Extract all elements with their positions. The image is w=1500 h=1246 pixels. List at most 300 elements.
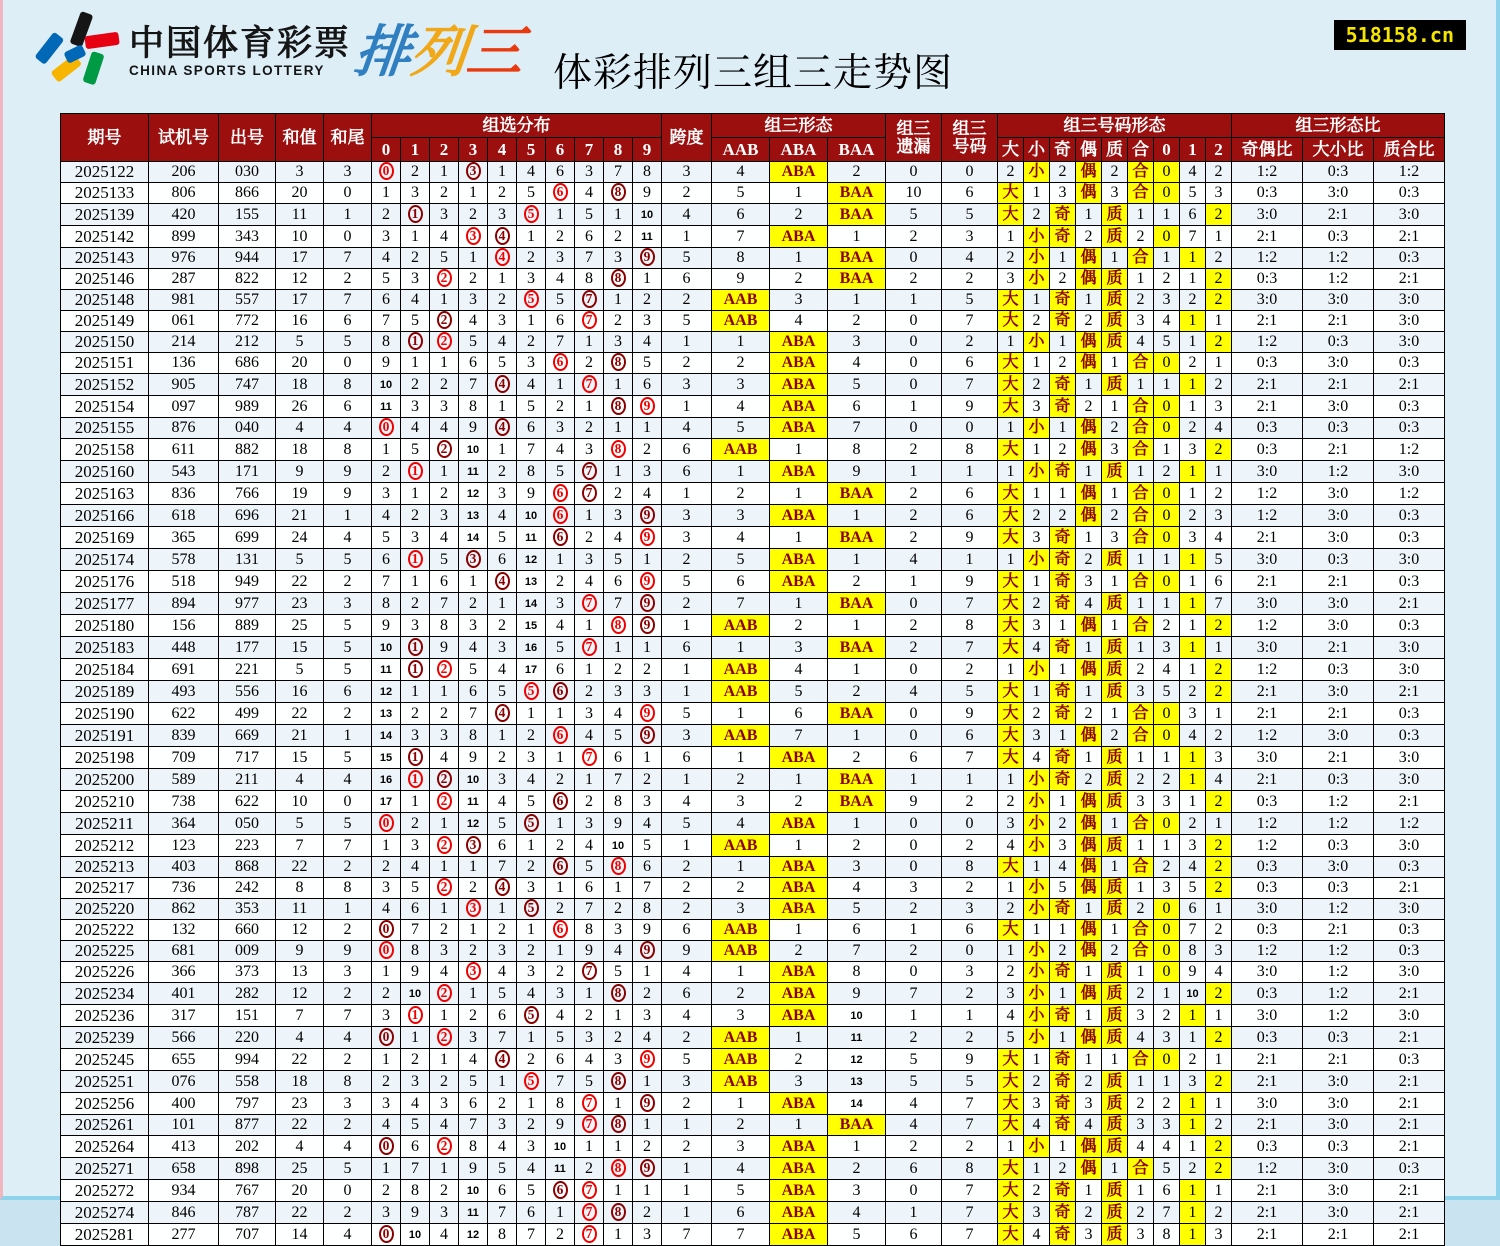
code-cell: 8 xyxy=(942,1158,998,1180)
shape-cell: 5 xyxy=(1206,549,1232,571)
drawn-digit-circle: 1 xyxy=(408,660,423,678)
distribution-cell: 1 xyxy=(517,1027,546,1049)
draw-number-cell: 557 xyxy=(219,290,276,311)
period-cell: 2025213 xyxy=(61,857,149,878)
form-cell: 2 xyxy=(828,1158,886,1180)
distribution-cell xyxy=(401,204,430,226)
code-cell: 6 xyxy=(942,353,998,374)
form-cell: 13 xyxy=(828,1071,886,1093)
distribution-cell: 3 xyxy=(372,1005,401,1027)
distribution-cell: 3 xyxy=(430,396,459,418)
distribution-cell xyxy=(546,920,575,941)
shape-cell: 3 xyxy=(1154,290,1180,311)
period-cell: 2025251 xyxy=(61,1071,149,1093)
form-cell: 9 xyxy=(828,461,886,483)
code-cell: 7 xyxy=(942,311,998,332)
form-cell: ABA xyxy=(770,813,828,835)
ratio-cell: 1:2 xyxy=(1232,162,1303,183)
miss-cell: 5 xyxy=(886,204,942,226)
drawn-digit-circle: 3 xyxy=(466,962,481,980)
shape-cell: 1 xyxy=(1102,703,1128,725)
form-cell: AAB xyxy=(712,725,770,747)
shape-cell: 0 xyxy=(1154,183,1180,204)
distribution-cell: 5 xyxy=(546,290,575,311)
shape-cell: 小 xyxy=(1024,269,1050,290)
form-cell: 1 xyxy=(712,332,770,353)
shape-cell: 3 xyxy=(1050,835,1076,857)
distribution-cell: 1 xyxy=(604,1136,633,1158)
table-row xyxy=(61,1027,1445,1049)
shape-cell: 大 xyxy=(998,1224,1024,1246)
distribution-cell: 1 xyxy=(575,983,604,1005)
distribution-cell: 2 xyxy=(604,1027,633,1049)
distribution-cell xyxy=(517,204,546,226)
shape-cell: 1 xyxy=(1076,637,1102,659)
drawn-digit-circle: 2 xyxy=(437,311,452,329)
col-header: 1 xyxy=(401,138,430,162)
drawn-digit-circle: 7 xyxy=(582,1225,597,1243)
test-number-cell: 364 xyxy=(149,813,219,835)
distribution-cell xyxy=(633,703,662,725)
table-row xyxy=(61,725,1445,747)
miss-cell: 0 xyxy=(886,1180,942,1202)
form-cell: BAA xyxy=(828,1115,886,1136)
shape-cell: 1 xyxy=(1128,204,1154,226)
table-row xyxy=(61,835,1445,857)
shape-cell: 3 xyxy=(1206,183,1232,204)
form-cell: ABA xyxy=(770,1224,828,1246)
span-cell: 3 xyxy=(662,1071,712,1093)
distribution-cell: 6 xyxy=(517,418,546,439)
ratio-cell: 0:3 xyxy=(1303,1027,1374,1049)
form-cell: ABA xyxy=(770,1158,828,1180)
ratio-cell: 3:0 xyxy=(1374,962,1445,983)
drawn-digit-circle: 5 xyxy=(524,682,539,700)
col-header: ABA xyxy=(770,138,828,162)
form-cell: 1 xyxy=(770,1115,828,1136)
drawn-digit-circle: 9 xyxy=(640,1159,655,1177)
form-cell: 4 xyxy=(828,878,886,899)
form-cell: 8 xyxy=(828,439,886,461)
ratio-cell: 3:0 xyxy=(1303,1093,1374,1115)
shape-cell: 2 xyxy=(1024,703,1050,725)
distribution-cell xyxy=(430,332,459,353)
distribution-cell: 7 xyxy=(546,1071,575,1093)
distribution-cell xyxy=(401,747,430,769)
distribution-cell: 3 xyxy=(633,1224,662,1246)
ratio-cell: 0:3 xyxy=(1374,248,1445,269)
miss-cell: 4 xyxy=(886,1093,942,1115)
shape-cell: 1 xyxy=(1206,311,1232,332)
shape-cell: 1 xyxy=(1076,681,1102,703)
form-cell: ABA xyxy=(770,461,828,483)
form-cell: AAB xyxy=(712,1027,770,1049)
distribution-cell: 9 xyxy=(401,1202,430,1224)
miss-cell: 2 xyxy=(886,899,942,920)
distribution-cell: 3 xyxy=(430,505,459,527)
shape-cell: 2 xyxy=(1076,703,1102,725)
shape-cell: 质 xyxy=(1102,1224,1128,1246)
distribution-cell: 3 xyxy=(401,725,430,747)
distribution-cell: 4 xyxy=(604,941,633,962)
shape-cell: 1 xyxy=(1128,593,1154,615)
form-cell: 1 xyxy=(770,183,828,204)
sum-cell: 22 xyxy=(276,1115,324,1136)
code-cell: 1 xyxy=(942,549,998,571)
distribution-cell: 4 xyxy=(430,747,459,769)
draw-number-cell: 949 xyxy=(219,571,276,593)
shape-cell: 大 xyxy=(998,1115,1024,1136)
shape-cell: 1 xyxy=(1102,396,1128,418)
shape-cell: 4 xyxy=(998,835,1024,857)
shape-cell: 偶 xyxy=(1076,162,1102,183)
distribution-cell: 14 xyxy=(372,725,401,747)
shape-cell: 1 xyxy=(1102,483,1128,505)
shape-cell: 奇 xyxy=(1050,1180,1076,1202)
distribution-cell: 6 xyxy=(401,899,430,920)
period-cell: 2025177 xyxy=(61,593,149,615)
shape-cell: 2 xyxy=(1128,899,1154,920)
draw-number-cell: 686 xyxy=(219,353,276,374)
shape-cell: 1 xyxy=(1102,857,1128,878)
ratio-cell: 3:0 xyxy=(1303,725,1374,747)
shape-cell: 3 xyxy=(1076,571,1102,593)
draw-number-cell: 889 xyxy=(219,615,276,637)
shape-cell: 1 xyxy=(1180,248,1206,269)
distribution-cell xyxy=(430,659,459,681)
code-cell: 7 xyxy=(942,1115,998,1136)
form-cell: 2 xyxy=(770,1049,828,1071)
form-cell: 8 xyxy=(828,962,886,983)
distribution-cell: 12 xyxy=(372,681,401,703)
miss-cell: 0 xyxy=(886,374,942,396)
distribution-cell: 11 xyxy=(546,1158,575,1180)
span-cell: 3 xyxy=(662,505,712,527)
period-cell: 2025183 xyxy=(61,637,149,659)
distribution-cell: 11 xyxy=(372,396,401,418)
shape-cell: 2 xyxy=(1206,162,1232,183)
shape-cell: 1 xyxy=(1180,311,1206,332)
distribution-cell: 3 xyxy=(488,483,517,505)
drawn-digit-circle: 1 xyxy=(408,1006,423,1024)
period-cell: 2025189 xyxy=(61,681,149,703)
ratio-cell: 2:1 xyxy=(1374,269,1445,290)
shape-cell: 4 xyxy=(1024,1224,1050,1246)
distribution-cell: 1 xyxy=(575,769,604,791)
period-cell: 2025160 xyxy=(61,461,149,483)
form-cell: 5 xyxy=(828,374,886,396)
ratio-cell: 0:3 xyxy=(1374,725,1445,747)
period-cell: 2025139 xyxy=(61,204,149,226)
shape-cell: 2 xyxy=(1206,920,1232,941)
shape-cell: 小 xyxy=(1024,418,1050,439)
table-row xyxy=(61,1093,1445,1115)
shape-cell: 2 xyxy=(1206,878,1232,899)
sum-tail-cell: 2 xyxy=(324,269,372,290)
miss-cell: 0 xyxy=(886,725,942,747)
sum-cell: 20 xyxy=(276,1180,324,1202)
ratio-cell: 2:1 xyxy=(1374,878,1445,899)
shape-cell: 3 xyxy=(1024,527,1050,549)
miss-cell: 0 xyxy=(886,332,942,353)
distribution-cell: 5 xyxy=(488,527,517,549)
shape-cell: 2 xyxy=(1154,1005,1180,1027)
shape-cell: 大 xyxy=(998,1158,1024,1180)
sum-cell: 5 xyxy=(276,813,324,835)
shape-cell: 4 xyxy=(1180,725,1206,747)
code-cell: 5 xyxy=(942,290,998,311)
distribution-cell: 9 xyxy=(604,813,633,835)
shape-cell: 1 xyxy=(1128,374,1154,396)
miss-cell: 6 xyxy=(886,1224,942,1246)
ratio-cell: 2:1 xyxy=(1374,1027,1445,1049)
period-cell: 2025180 xyxy=(61,615,149,637)
draw-number-cell: 221 xyxy=(219,659,276,681)
sum-cell: 15 xyxy=(276,747,324,769)
ratio-cell: 0:3 xyxy=(1374,1049,1445,1071)
shape-cell: 合 xyxy=(1128,615,1154,637)
code-cell: 7 xyxy=(942,374,998,396)
shape-cell: 1 xyxy=(1180,791,1206,813)
ratio-cell: 0:3 xyxy=(1374,505,1445,527)
distribution-cell: 2 xyxy=(546,899,575,920)
form-cell: 1 xyxy=(828,615,886,637)
code-cell: 4 xyxy=(942,248,998,269)
distribution-cell: 1 xyxy=(459,857,488,878)
drawn-digit-circle: 6 xyxy=(553,1181,568,1199)
shape-cell: 3 xyxy=(1076,1093,1102,1115)
drawn-digit-circle: 0 xyxy=(379,1028,394,1046)
miss-cell: 10 xyxy=(886,183,942,204)
code-cell: 2 xyxy=(942,835,998,857)
shape-cell: 2 xyxy=(1050,269,1076,290)
miss-cell: 1 xyxy=(886,396,942,418)
sum-cell: 10 xyxy=(276,226,324,248)
distribution-cell xyxy=(517,1005,546,1027)
code-cell: 8 xyxy=(942,857,998,878)
span-cell: 7 xyxy=(662,1224,712,1246)
distribution-cell xyxy=(401,659,430,681)
shape-cell: 偶 xyxy=(1076,835,1102,857)
distribution-cell xyxy=(546,857,575,878)
miss-cell: 0 xyxy=(886,659,942,681)
code-cell: 2 xyxy=(942,269,998,290)
distribution-cell: 1 xyxy=(517,311,546,332)
shape-cell: 偶 xyxy=(1076,615,1102,637)
sum-cell: 11 xyxy=(276,204,324,226)
ratio-cell: 2:1 xyxy=(1303,920,1374,941)
drawn-digit-circle: 8 xyxy=(611,1159,626,1177)
distribution-cell xyxy=(575,1115,604,1136)
ratio-cell: 1:2 xyxy=(1303,941,1374,962)
drawn-digit-circle: 4 xyxy=(495,878,510,896)
form-cell: BAA xyxy=(828,791,886,813)
distribution-cell: 10 xyxy=(401,1224,430,1246)
ratio-cell: 3:0 xyxy=(1374,637,1445,659)
form-cell: 3 xyxy=(770,637,828,659)
sum-tail-cell: 3 xyxy=(324,962,372,983)
shape-cell: 2 xyxy=(1076,1071,1102,1093)
shape-cell: 2 xyxy=(1206,204,1232,226)
distribution-cell: 11 xyxy=(517,527,546,549)
sum-cell: 22 xyxy=(276,1049,324,1071)
distribution-cell: 6 xyxy=(546,311,575,332)
distribution-cell: 7 xyxy=(633,878,662,899)
distribution-cell: 5 xyxy=(401,439,430,461)
shape-cell: 1 xyxy=(1180,1093,1206,1115)
drawn-digit-circle: 1 xyxy=(408,205,423,223)
distribution-cell: 14 xyxy=(459,527,488,549)
table-row xyxy=(61,637,1445,659)
test-number-cell: 156 xyxy=(149,615,219,637)
distribution-cell: 3 xyxy=(546,983,575,1005)
distribution-cell: 4 xyxy=(430,226,459,248)
distribution-cell: 2 xyxy=(575,1005,604,1027)
drawn-digit-circle: 1 xyxy=(408,770,423,788)
ratio-cell: 1:2 xyxy=(1303,791,1374,813)
form-cell: 1 xyxy=(770,593,828,615)
shape-cell: 1 xyxy=(998,1136,1024,1158)
distribution-cell: 4 xyxy=(488,505,517,527)
draw-number-cell: 707 xyxy=(219,1224,276,1246)
table-row xyxy=(61,769,1445,791)
shape-cell: 2 xyxy=(1076,549,1102,571)
table-header xyxy=(61,114,1445,162)
table-row xyxy=(61,813,1445,835)
distribution-cell xyxy=(401,549,430,571)
distribution-cell xyxy=(604,857,633,878)
drawn-digit-circle: 0 xyxy=(379,418,394,436)
col-header: 组三 遗漏 xyxy=(886,114,942,162)
test-number-cell: 899 xyxy=(149,226,219,248)
distribution-cell xyxy=(604,1158,633,1180)
distribution-cell: 4 xyxy=(430,1224,459,1246)
distribution-cell: 1 xyxy=(488,899,517,920)
shape-cell: 1 xyxy=(1024,183,1050,204)
sum-tail-cell: 7 xyxy=(324,290,372,311)
form-cell: AAB xyxy=(712,311,770,332)
distribution-cell: 6 xyxy=(488,1180,517,1202)
draw-number-cell: 151 xyxy=(219,1005,276,1027)
shape-cell: 偶 xyxy=(1076,725,1102,747)
drawn-digit-circle: 8 xyxy=(611,269,626,287)
code-cell: 9 xyxy=(942,571,998,593)
shape-cell: 3 xyxy=(1024,396,1050,418)
span-cell: 4 xyxy=(662,962,712,983)
distribution-cell: 3 xyxy=(517,269,546,290)
distribution-cell: 4 xyxy=(575,183,604,204)
sum-cell: 20 xyxy=(276,353,324,374)
shape-cell: 2 xyxy=(1154,461,1180,483)
shape-cell: 2 xyxy=(1180,1049,1206,1071)
table-row xyxy=(61,527,1445,549)
col-header: 出号 xyxy=(219,114,276,162)
shape-cell: 奇 xyxy=(1050,527,1076,549)
distribution-cell: 1 xyxy=(401,353,430,374)
span-cell: 2 xyxy=(662,899,712,920)
sum-tail-cell: 9 xyxy=(324,483,372,505)
miss-cell: 2 xyxy=(886,615,942,637)
shape-cell: 1 xyxy=(1154,835,1180,857)
distribution-cell xyxy=(430,439,459,461)
table-row xyxy=(61,269,1445,290)
ratio-cell: 2:1 xyxy=(1303,571,1374,593)
shape-cell: 2 xyxy=(1206,374,1232,396)
shape-cell: 合 xyxy=(1128,483,1154,505)
sum-cell: 8 xyxy=(276,878,324,899)
ratio-cell: 3:0 xyxy=(1232,747,1303,769)
distribution-cell: 1 xyxy=(488,162,517,183)
table-row xyxy=(61,681,1445,703)
period-cell: 2025220 xyxy=(61,899,149,920)
distribution-cell: 2 xyxy=(633,439,662,461)
shape-cell: 2 xyxy=(1206,290,1232,311)
shape-cell: 合 xyxy=(1128,857,1154,878)
distribution-cell: 1 xyxy=(546,813,575,835)
col-header: 偶 xyxy=(1076,138,1102,162)
distribution-cell: 9 xyxy=(459,747,488,769)
shape-cell: 小 xyxy=(1024,659,1050,681)
shape-cell: 1 xyxy=(998,878,1024,899)
table-row xyxy=(61,983,1445,1005)
distribution-cell: 2 xyxy=(604,311,633,332)
distribution-cell: 7 xyxy=(604,769,633,791)
draw-number-cell: 353 xyxy=(219,899,276,920)
ratio-cell: 0:3 xyxy=(1232,1136,1303,1158)
shape-cell: 4 xyxy=(1206,418,1232,439)
distribution-cell: 1 xyxy=(517,1093,546,1115)
form-cell: BAA xyxy=(828,204,886,226)
shape-cell: 1 xyxy=(998,549,1024,571)
draw-number-cell: 994 xyxy=(219,1049,276,1071)
distribution-cell xyxy=(430,835,459,857)
ratio-cell: 2:1 xyxy=(1303,374,1374,396)
distribution-cell: 4 xyxy=(517,1158,546,1180)
shape-cell: 3 xyxy=(1128,311,1154,332)
distribution-cell: 3 xyxy=(517,747,546,769)
miss-cell: 4 xyxy=(886,1115,942,1136)
form-cell: ABA xyxy=(770,505,828,527)
brand-char-3: 三 xyxy=(463,20,527,83)
distribution-cell xyxy=(488,1049,517,1071)
test-number-cell: 287 xyxy=(149,269,219,290)
form-cell: AAB xyxy=(712,290,770,311)
shape-cell: 4 xyxy=(1154,311,1180,332)
shape-cell: 2 xyxy=(1206,483,1232,505)
ratio-cell: 0:3 xyxy=(1303,549,1374,571)
form-cell: 2 xyxy=(828,835,886,857)
shape-cell: 2 xyxy=(1128,226,1154,248)
shape-cell: 大 xyxy=(998,1180,1024,1202)
drawn-digit-circle: 8 xyxy=(611,440,626,458)
distribution-cell: 4 xyxy=(517,162,546,183)
logo-en-text: CHINA SPORTS LOTTERY xyxy=(129,62,325,78)
ratio-cell: 0:3 xyxy=(1232,920,1303,941)
shape-cell: 1 xyxy=(1180,1180,1206,1202)
ratio-cell: 2:1 xyxy=(1374,1224,1445,1246)
distribution-cell: 2 xyxy=(546,396,575,418)
shape-cell: 2 xyxy=(1180,1158,1206,1180)
sum-tail-cell: 3 xyxy=(324,1093,372,1115)
distribution-cell: 2 xyxy=(401,248,430,269)
distribution-cell xyxy=(604,396,633,418)
drawn-digit-circle: 3 xyxy=(466,836,481,854)
shape-cell: 合 xyxy=(1128,813,1154,835)
ratio-cell: 1:2 xyxy=(1232,248,1303,269)
ratio-cell: 2:1 xyxy=(1374,1115,1445,1136)
table-row xyxy=(61,290,1445,311)
draw-number-cell: 989 xyxy=(219,396,276,418)
